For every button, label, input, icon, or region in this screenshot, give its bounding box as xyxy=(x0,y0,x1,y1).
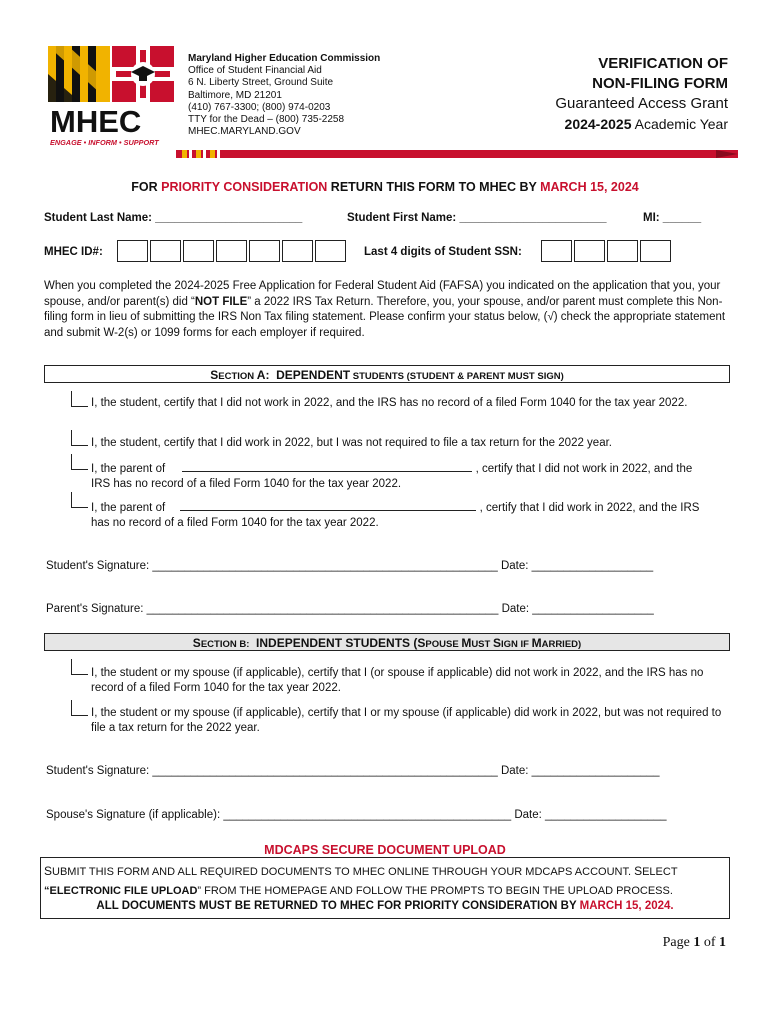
title-line2: NON-FILING FORM xyxy=(592,75,728,92)
section-b-option1-checkbox[interactable] xyxy=(71,659,88,675)
student-first-name-field[interactable]: Student First Name: _______________________ xyxy=(347,212,607,224)
agency-info xyxy=(188,53,380,138)
agency-phone: (410) 767-3300; (800) 974-0203 xyxy=(188,101,331,113)
upload-title: MDCAPS SECURE DOCUMENT UPLOAD xyxy=(264,843,506,857)
intro-paragraph: When you completed the 2024-2025 Free Application for Federal Student Aid (FAFSA) you indicated on the application that you, your spouse, and/or parent(s) did “NOT FILE” a 2022 IRS Tax Return. Therefore, you, your spouse, and/or parent must complete this Non-filing form in lieu of submitting the IRS Non Tax filing statement. Please confirm your status below, (√) check the appropriate statement and submit W-2(s) or 1099 forms for each employer if required. xyxy=(44,280,726,339)
maryland-flag-graphic xyxy=(48,46,174,102)
ssn-boxes[interactable] xyxy=(541,240,673,262)
section-a-parent-signature[interactable]: Parent's Signature: _______________________________________________________ Date: ___________________ xyxy=(46,603,654,615)
title-line1: VERIFICATION OF xyxy=(598,55,728,72)
section-a-option2-checkbox[interactable] xyxy=(71,430,88,446)
section-a-option2-text: I, the student, certify that I did work in 2022, but I was not required to file a tax return for the 2022 year. xyxy=(91,437,612,449)
upload-deadline: ALL DOCUMENTS MUST BE RETURNED TO MHEC FOR PRIORITY CONSIDERATION BY MARCH 15, 2024. xyxy=(96,900,674,912)
agency-web: MHEC.MARYLAND.GOV xyxy=(188,126,301,138)
mhec-id-label: MHEC ID#: xyxy=(44,246,103,258)
agency-address1: 6 N. Liberty Street, Ground Suite xyxy=(188,77,334,89)
agency-office: Office of Student Financial Aid xyxy=(188,65,322,77)
section-a-header: SECTION A: DEPENDENT STUDENTS (STUDENT & PARENT MUST SIGN) xyxy=(44,365,730,383)
upload-instructions: SUBMIT THIS FORM AND ALL REQUIRED DOCUMENTS TO MHEC ONLINE THROUGH YOUR MDCAPS ACCOUNT. SELECT “ELECTRONIC FILE UPLOAD” FROM THE HOMEPAGE AND FOLLOW THE PROMPTS TO BEGIN THE UPLOAD PROCESS. xyxy=(44,864,678,897)
header-stripe xyxy=(176,150,738,158)
form-title xyxy=(555,54,728,134)
section-b-option1-text: I, the student or my spouse (if applicable), certify that I (or spouse if applicable) did not work in 2022, and the IRS has no record of a filed Form 1040 for the tax year 2022. xyxy=(91,667,704,694)
agency-tty: TTY for the Dead – (800) 735-2258 xyxy=(188,114,345,126)
section-a-option4-checkbox[interactable] xyxy=(71,492,88,508)
title-line3: Guaranteed Access Grant xyxy=(555,95,728,112)
student-mi-field[interactable]: MI: ______ xyxy=(643,212,702,224)
section-b-option2-checkbox[interactable] xyxy=(71,700,88,716)
logo-text: MHEC xyxy=(50,104,142,139)
student-last-name-field[interactable]: Student Last Name: _______________________ xyxy=(44,212,303,224)
parent-of-student-name-field-2[interactable] xyxy=(180,499,476,511)
parent-of-student-name-field[interactable] xyxy=(182,460,472,472)
title-year: 2024-2025 Academic Year xyxy=(564,116,728,132)
agency-name: Maryland Higher Education Commission xyxy=(188,53,381,64)
section-b-option2-text: I, the student or my spouse (if applicable), certify that I or my spouse (if applicable) did work in 2022, but was not required to file a tax return for the 2022 year. xyxy=(91,707,722,734)
page-number: Page 1 of 1 xyxy=(662,935,726,950)
section-a-option3-checkbox[interactable] xyxy=(71,454,88,470)
section-b-spouse-signature[interactable]: Spouse's Signature (if applicable): _____________________________________________ Date: ___________________ xyxy=(46,809,667,821)
section-a-option3-text: I, the parent of , certify that I did not work in 2022, and the IRS has no record of a filed Form 1040 for the tax year 2022. xyxy=(91,460,731,492)
ssn-label: Last 4 digits of Student SSN: xyxy=(364,246,522,258)
section-a-option1-checkbox[interactable] xyxy=(71,391,88,407)
agency-address2: Baltimore, MD 21201 xyxy=(188,89,282,101)
mhec-id-boxes[interactable] xyxy=(117,240,348,262)
section-b-header: SECTION B: INDEPENDENT STUDENTS (SPOUSE MUST SIGN IF MARRIED) xyxy=(44,633,730,651)
priority-notice: FOR PRIORITY CONSIDERATION RETURN THIS FORM TO MHEC BY MARCH 15, 2024 xyxy=(131,180,639,194)
logo-tagline: ENGAGE • INFORM • SUPPORT xyxy=(50,138,159,147)
section-a-option1-text: I, the student, certify that I did not work in 2022, and the IRS has no record of a filed Form 1040 for the tax year 2022. xyxy=(91,397,688,409)
section-a-option4-text: I, the parent of , certify that I did work in 2022, and the IRS has no record of a filed Form 1040 for the tax year 2022. xyxy=(91,499,731,531)
section-a-student-signature[interactable]: Student's Signature: ______________________________________________________ Date: ___________________ xyxy=(46,560,654,572)
mhec-logo xyxy=(46,44,176,150)
section-b-student-signature[interactable]: Student's Signature: ______________________________________________________ Date: ____________________ xyxy=(46,765,660,777)
